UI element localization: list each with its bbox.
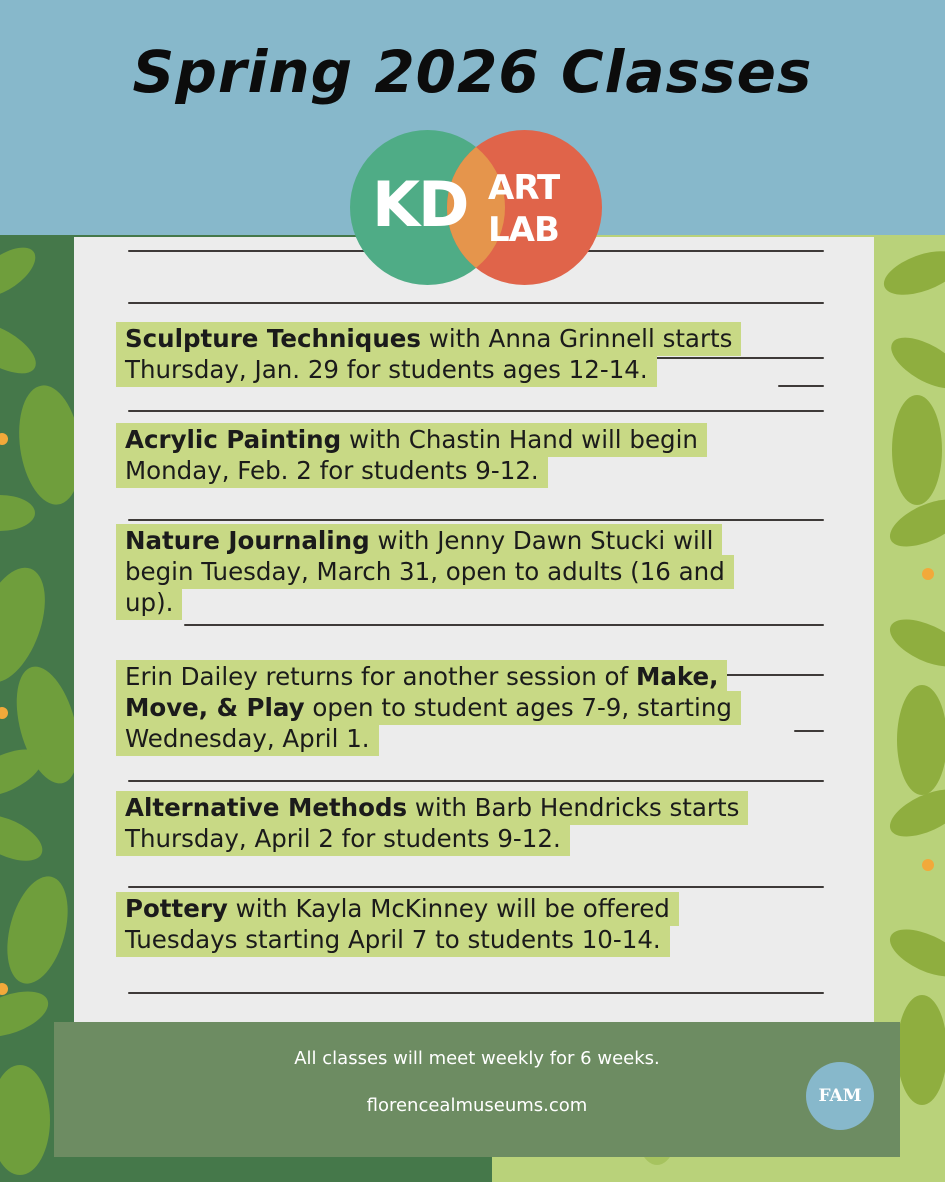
paper-rule	[128, 410, 824, 412]
class-entry-sculpture: Sculpture Techniques with Anna Grinnell starts Thursday, Jan. 29 for students ages 12-14.	[116, 323, 741, 385]
page-title: Spring 2026 Classes	[132, 38, 813, 106]
paper-rule	[128, 992, 824, 994]
logo-lab-text: LAB	[488, 210, 559, 250]
paper-rule	[128, 886, 824, 888]
footer-website[interactable]: florencealmuseums.com	[366, 1095, 588, 1116]
class-name: Make,	[635, 662, 719, 691]
footer-banner	[54, 1022, 900, 1157]
paper-rule	[794, 730, 824, 732]
class-name: Pottery	[125, 894, 228, 923]
paper-rule	[778, 385, 824, 387]
class-entry-make-move-play: Erin Dailey returns for another session of Make, Move, & Play open to student ages 7-9, starting Wednesday, April 1.	[116, 661, 741, 754]
class-entry-nature-journaling: Nature Journaling with Jenny Dawn Stucki will begin Tuesday, March 31, open to adults (16 and up).	[116, 525, 734, 618]
kd-art-lab-logo	[350, 130, 602, 285]
class-entry-pottery: Pottery with Kayla McKinney will be offered Tuesdays starting April 7 to students 10-14.	[116, 893, 679, 955]
class-name: Alternative Methods	[125, 793, 408, 822]
class-name: Sculpture Techniques	[125, 324, 421, 353]
paper-rule	[184, 624, 824, 626]
class-name: Nature Journaling	[125, 526, 370, 555]
class-name: Acrylic Painting	[125, 425, 342, 454]
class-name: Move, & Play	[125, 693, 305, 722]
class-entry-acrylic: Acrylic Painting with Chastin Hand will begin Monday, Feb. 2 for students 9-12.	[116, 424, 707, 486]
logo-art-text: ART	[488, 168, 560, 208]
paper-rule	[128, 302, 824, 304]
class-entry-alternative-methods: Alternative Methods with Barb Hendricks starts Thursday, April 2 for students 9-12.	[116, 792, 748, 854]
logo-kd-text: KD	[372, 168, 468, 241]
paper-rule	[128, 780, 824, 782]
footer-note: All classes will meet weekly for 6 weeks.	[294, 1048, 660, 1069]
paper-rule	[128, 519, 824, 521]
fam-logo-badge: FAM	[806, 1062, 874, 1130]
